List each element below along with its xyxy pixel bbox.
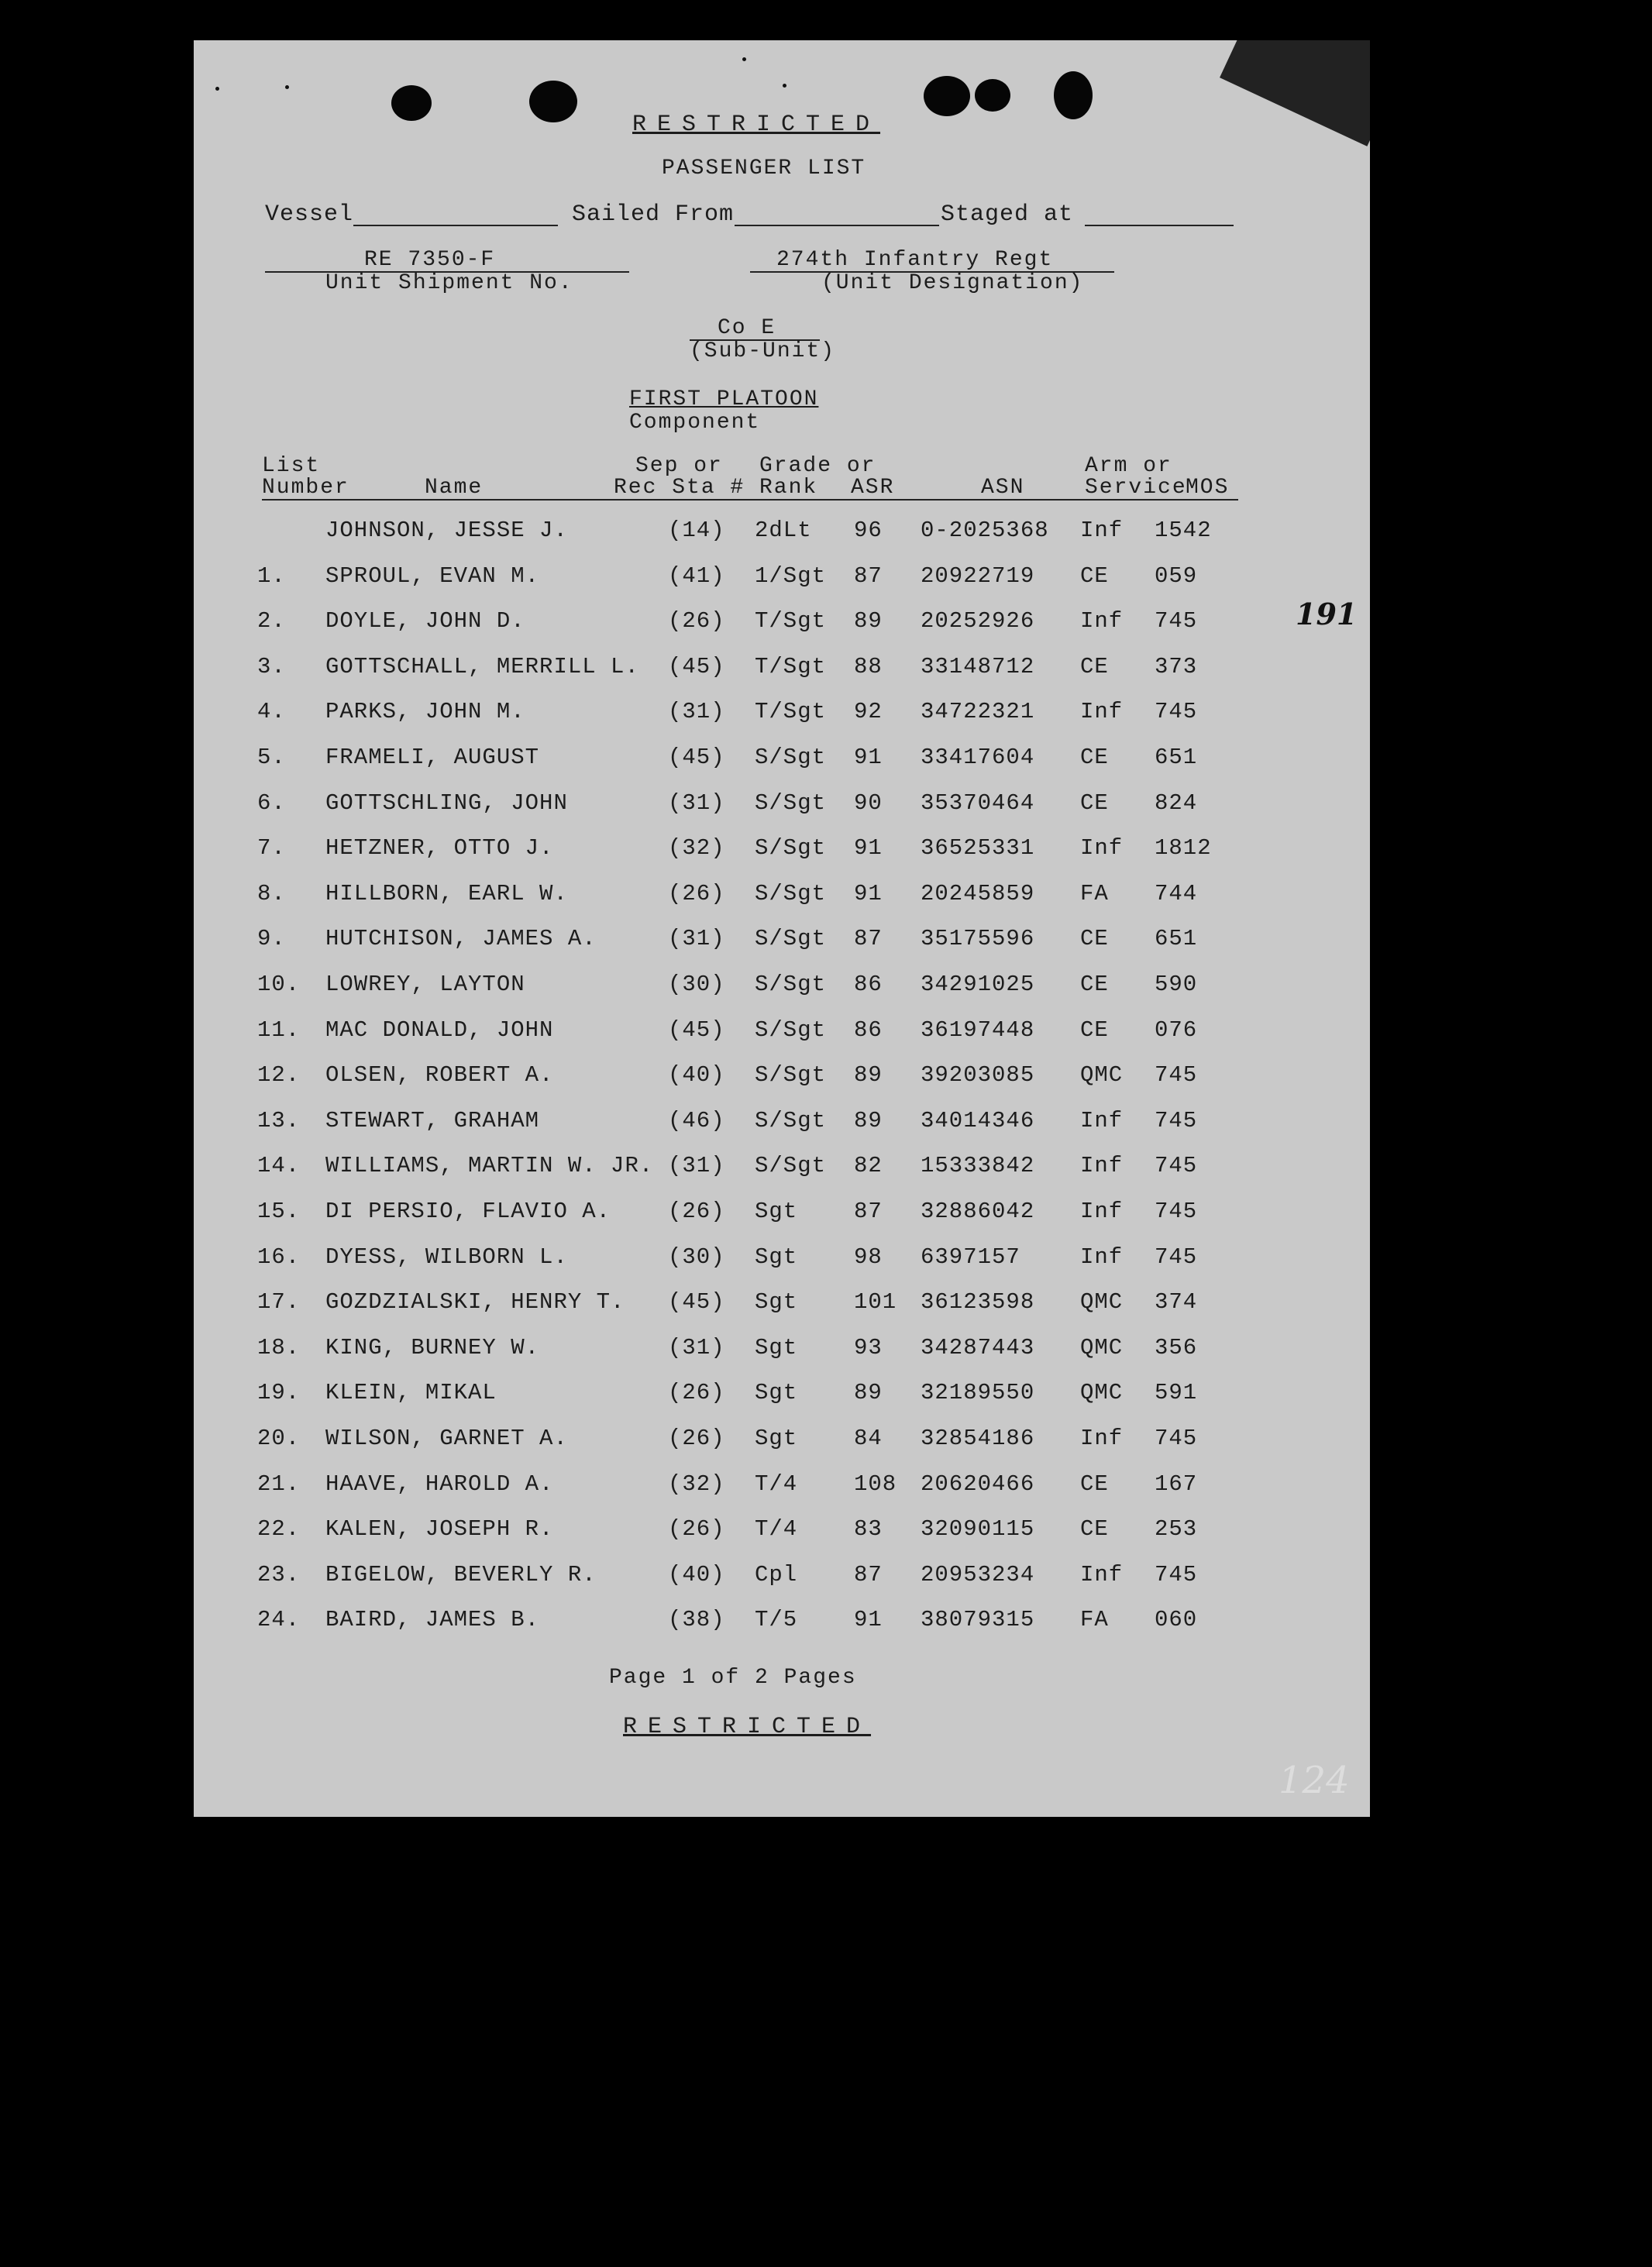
arm-service: Inf bbox=[1080, 1153, 1124, 1179]
table-row bbox=[194, 790, 1370, 821]
torn-corner bbox=[1220, 40, 1370, 146]
table-row bbox=[194, 745, 1370, 776]
grade-rank: S/Sgt bbox=[755, 1107, 827, 1134]
mos-code: 745 bbox=[1155, 608, 1198, 635]
rec-station: (26) bbox=[668, 1199, 725, 1224]
unit-shipment-label: Unit Shipment No. bbox=[325, 271, 573, 295]
punch-hole bbox=[1054, 71, 1093, 119]
row-number: 8. bbox=[257, 880, 286, 906]
table-row bbox=[194, 1244, 1370, 1275]
serial-number: 20252926 bbox=[921, 608, 1035, 635]
asr-score: 91 bbox=[854, 835, 883, 862]
passenger-name: MAC DONALD, JOHN bbox=[325, 1017, 554, 1043]
arm-service: CE bbox=[1080, 926, 1109, 952]
asr-score: 87 bbox=[854, 926, 883, 952]
asr-score: 88 bbox=[854, 653, 883, 679]
table-row bbox=[194, 1289, 1370, 1320]
table-row bbox=[194, 1017, 1370, 1048]
mos-code: 651 bbox=[1155, 745, 1198, 770]
punch-hole bbox=[529, 81, 577, 122]
table-row bbox=[194, 1108, 1370, 1139]
table-row bbox=[194, 1062, 1370, 1093]
grade-rank: S/Sgt bbox=[755, 880, 827, 906]
grade-rank: T/5 bbox=[755, 1607, 798, 1633]
asr-score: 90 bbox=[854, 789, 883, 816]
serial-number: 20245859 bbox=[921, 880, 1035, 906]
passenger-name: PARKS, JOHN M. bbox=[325, 699, 525, 725]
classification-top: RESTRICTED bbox=[632, 112, 881, 138]
serial-number: 33417604 bbox=[921, 745, 1035, 770]
serial-number: 32886042 bbox=[921, 1199, 1035, 1224]
col-header-mos: MOS bbox=[1186, 476, 1230, 500]
row-number: 14. bbox=[257, 1153, 301, 1179]
col-header-name: Name bbox=[425, 476, 484, 500]
passenger-name: OLSEN, ROBERT A. bbox=[325, 1062, 554, 1089]
arm-service: CE bbox=[1080, 745, 1109, 770]
table-row bbox=[194, 1562, 1370, 1593]
row-number: 5. bbox=[257, 745, 286, 770]
asr-score: 101 bbox=[854, 1289, 897, 1316]
mos-code: 824 bbox=[1155, 789, 1198, 816]
passenger-name: KALEN, JOSEPH R. bbox=[325, 1516, 554, 1543]
grade-rank: S/Sgt bbox=[755, 1062, 827, 1089]
punch-hole bbox=[391, 85, 432, 121]
serial-number: 6397157 bbox=[921, 1244, 1020, 1270]
row-number: 6. bbox=[257, 789, 286, 816]
grade-rank: Sgt bbox=[755, 1244, 798, 1270]
asr-score: 89 bbox=[854, 608, 883, 635]
vessel-label: Vessel bbox=[265, 201, 354, 228]
ink-dot bbox=[742, 57, 746, 61]
mos-code: 590 bbox=[1155, 972, 1198, 997]
ink-dot bbox=[285, 85, 289, 89]
grade-rank: T/Sgt bbox=[755, 608, 827, 635]
passenger-name: STEWART, GRAHAM bbox=[325, 1107, 540, 1134]
punch-hole bbox=[924, 76, 970, 116]
row-number: 21. bbox=[257, 1471, 301, 1497]
mos-code: 373 bbox=[1155, 653, 1198, 679]
mos-code: 059 bbox=[1155, 562, 1198, 589]
rec-station: (26) bbox=[668, 880, 725, 906]
row-number: 22. bbox=[257, 1516, 301, 1543]
row-number: 3. bbox=[257, 653, 286, 679]
rec-station: (41) bbox=[668, 562, 725, 589]
margin-stamp-number: 191 bbox=[1296, 597, 1358, 631]
mos-code: 060 bbox=[1155, 1607, 1198, 1633]
asr-score: 108 bbox=[854, 1471, 897, 1497]
arm-service: Inf bbox=[1080, 1107, 1124, 1134]
rec-station: (30) bbox=[668, 972, 725, 997]
col-header-asr: ASR bbox=[851, 476, 895, 500]
serial-number: 35370464 bbox=[921, 789, 1035, 816]
asr-score: 89 bbox=[854, 1062, 883, 1089]
arm-service: Inf bbox=[1080, 1561, 1124, 1588]
grade-rank: S/Sgt bbox=[755, 789, 827, 816]
passenger-name: HUTCHISON, JAMES A. bbox=[325, 926, 597, 952]
serial-number: 39203085 bbox=[921, 1062, 1035, 1089]
asr-score: 82 bbox=[854, 1153, 883, 1179]
passenger-name: KLEIN, MIKAL bbox=[325, 1380, 497, 1406]
arm-service: QMC bbox=[1080, 1334, 1124, 1361]
passenger-name: DYESS, WILBORN L. bbox=[325, 1244, 568, 1270]
table-row bbox=[194, 881, 1370, 912]
passenger-name: GOTTSCHALL, MERRILL L. bbox=[325, 653, 639, 679]
passenger-name: HAAVE, HAROLD A. bbox=[325, 1471, 554, 1497]
serial-number: 36525331 bbox=[921, 835, 1035, 862]
passenger-name: KING, BURNEY W. bbox=[325, 1334, 540, 1361]
rec-station: (26) bbox=[668, 1380, 725, 1406]
mos-code: 745 bbox=[1155, 1244, 1198, 1270]
serial-number: 20922719 bbox=[921, 562, 1035, 589]
table-row bbox=[194, 518, 1370, 549]
ink-dot bbox=[215, 87, 219, 91]
table-row bbox=[194, 1471, 1370, 1502]
rec-station: (31) bbox=[668, 1153, 725, 1179]
mos-code: 745 bbox=[1155, 1153, 1198, 1179]
row-number: 10. bbox=[257, 972, 301, 997]
arm-service: CE bbox=[1080, 1471, 1109, 1497]
serial-number: 35175596 bbox=[921, 926, 1035, 952]
grade-rank: T/4 bbox=[755, 1516, 798, 1543]
serial-number: 20953234 bbox=[921, 1561, 1035, 1588]
rec-station: (26) bbox=[668, 1426, 725, 1451]
passenger-name: HETZNER, OTTO J. bbox=[325, 835, 554, 862]
asr-score: 84 bbox=[854, 1426, 883, 1451]
passenger-name: DOYLE, JOHN D. bbox=[325, 608, 525, 635]
sub-unit: Co E bbox=[718, 316, 776, 340]
serial-number: 34014346 bbox=[921, 1107, 1035, 1134]
rec-station: (26) bbox=[668, 608, 725, 635]
arm-service: Inf bbox=[1080, 608, 1124, 635]
row-number: 17. bbox=[257, 1289, 301, 1316]
serial-number: 34287443 bbox=[921, 1334, 1035, 1361]
grade-rank: S/Sgt bbox=[755, 1017, 827, 1043]
arm-service: Inf bbox=[1080, 835, 1124, 862]
rec-station: (30) bbox=[668, 1244, 725, 1270]
col-header-sep-top: Sep or bbox=[635, 454, 723, 478]
table-row bbox=[194, 1607, 1370, 1638]
passenger-name: WILSON, GARNET A. bbox=[325, 1426, 568, 1451]
rec-station: (14) bbox=[668, 518, 725, 543]
table-row bbox=[194, 1426, 1370, 1457]
table-row bbox=[194, 1380, 1370, 1411]
serial-number: 32189550 bbox=[921, 1380, 1035, 1406]
serial-number: 20620466 bbox=[921, 1471, 1035, 1497]
asr-score: 86 bbox=[854, 1017, 883, 1043]
passenger-name: SPROUL, EVAN M. bbox=[325, 562, 540, 589]
asr-score: 87 bbox=[854, 562, 883, 589]
mos-code: 745 bbox=[1155, 699, 1198, 725]
mos-code: 374 bbox=[1155, 1289, 1198, 1316]
passenger-name: GOZDZIALSKI, HENRY T. bbox=[325, 1289, 625, 1316]
document-page bbox=[194, 40, 1370, 1817]
serial-number: 33148712 bbox=[921, 653, 1035, 679]
mos-code: 745 bbox=[1155, 1062, 1198, 1089]
arm-service: Inf bbox=[1080, 699, 1124, 725]
arm-service: CE bbox=[1080, 972, 1109, 997]
component-name: FIRST PLATOON bbox=[629, 387, 819, 411]
asr-score: 87 bbox=[854, 1561, 883, 1588]
asr-score: 86 bbox=[854, 972, 883, 997]
arm-service: QMC bbox=[1080, 1380, 1124, 1406]
asr-score: 93 bbox=[854, 1334, 883, 1361]
table-row bbox=[194, 654, 1370, 685]
handwritten-page-number: 124 bbox=[1279, 1759, 1350, 1802]
col-header-list-bottom: Number bbox=[262, 476, 349, 500]
arm-service: CE bbox=[1080, 653, 1109, 679]
passenger-name: JOHNSON, JESSE J. bbox=[325, 518, 568, 543]
arm-service: FA bbox=[1080, 1607, 1109, 1633]
asr-score: 92 bbox=[854, 699, 883, 725]
page-footer: Page 1 of 2 Pages bbox=[609, 1666, 857, 1690]
rec-station: (45) bbox=[668, 1289, 725, 1316]
table-row bbox=[194, 699, 1370, 730]
sailed-from-blank bbox=[735, 225, 939, 226]
row-number: 15. bbox=[257, 1199, 301, 1224]
rec-station: (31) bbox=[668, 1334, 725, 1361]
arm-service: QMC bbox=[1080, 1289, 1124, 1316]
arm-service: CE bbox=[1080, 1017, 1109, 1043]
arm-service: CE bbox=[1080, 1516, 1109, 1543]
row-number: 24. bbox=[257, 1607, 301, 1633]
serial-number: 38079315 bbox=[921, 1607, 1035, 1633]
rec-station: (45) bbox=[668, 1017, 725, 1043]
asr-score: 87 bbox=[854, 1199, 883, 1224]
grade-rank: Cpl bbox=[755, 1561, 798, 1588]
table-row bbox=[194, 1516, 1370, 1547]
mos-code: 744 bbox=[1155, 880, 1198, 906]
row-number: 4. bbox=[257, 699, 286, 725]
classification-bottom: RESTRICTED bbox=[623, 1714, 872, 1740]
grade-rank: S/Sgt bbox=[755, 926, 827, 952]
ink-dot bbox=[783, 84, 786, 88]
row-number: 12. bbox=[257, 1062, 301, 1089]
rec-station: (31) bbox=[668, 926, 725, 952]
serial-number: 32854186 bbox=[921, 1426, 1035, 1451]
col-header-grade-top: Grade or bbox=[759, 454, 876, 478]
row-number: 20. bbox=[257, 1426, 301, 1451]
row-number: 18. bbox=[257, 1334, 301, 1361]
serial-number: 34722321 bbox=[921, 699, 1035, 725]
arm-service: CE bbox=[1080, 562, 1109, 589]
rec-station: (31) bbox=[668, 789, 725, 816]
mos-code: 745 bbox=[1155, 1199, 1198, 1224]
grade-rank: Sgt bbox=[755, 1289, 798, 1316]
arm-service: Inf bbox=[1080, 1244, 1124, 1270]
table-row bbox=[194, 1335, 1370, 1366]
header-underline bbox=[262, 499, 1238, 501]
grade-rank: T/4 bbox=[755, 1471, 798, 1497]
rec-station: (26) bbox=[668, 1516, 725, 1543]
serial-number: 0-2025368 bbox=[921, 518, 1049, 543]
rec-station: (32) bbox=[668, 1471, 725, 1497]
asr-score: 89 bbox=[854, 1380, 883, 1406]
unit-designation-label: (Unit Designation) bbox=[821, 271, 1084, 295]
serial-number: 36197448 bbox=[921, 1017, 1035, 1043]
rec-station: (40) bbox=[668, 1062, 725, 1089]
row-number: 11. bbox=[257, 1017, 301, 1043]
asr-score: 91 bbox=[854, 745, 883, 770]
rec-station: (46) bbox=[668, 1107, 725, 1134]
table-row bbox=[194, 835, 1370, 866]
row-number: 9. bbox=[257, 926, 286, 952]
col-header-arm-bottom: Service bbox=[1085, 476, 1187, 500]
sailed-from-label: Sailed From bbox=[572, 201, 735, 228]
grade-rank: Sgt bbox=[755, 1334, 798, 1361]
asr-score: 96 bbox=[854, 518, 883, 543]
mos-code: 253 bbox=[1155, 1516, 1198, 1543]
passenger-name: BAIRD, JAMES B. bbox=[325, 1607, 540, 1633]
mos-code: 651 bbox=[1155, 926, 1198, 952]
arm-service: Inf bbox=[1080, 1426, 1124, 1451]
grade-rank: S/Sgt bbox=[755, 745, 827, 770]
table-row bbox=[194, 972, 1370, 1003]
mos-code: 167 bbox=[1155, 1471, 1198, 1497]
mos-code: 356 bbox=[1155, 1334, 1198, 1361]
rec-station: (32) bbox=[668, 835, 725, 862]
table-row bbox=[194, 563, 1370, 594]
passenger-name: GOTTSCHLING, JOHN bbox=[325, 789, 568, 816]
arm-service: Inf bbox=[1080, 518, 1124, 543]
serial-number: 32090115 bbox=[921, 1516, 1035, 1543]
grade-rank: S/Sgt bbox=[755, 835, 827, 862]
row-number: 13. bbox=[257, 1107, 301, 1134]
sub-unit-label: (Sub-Unit) bbox=[690, 339, 836, 363]
table-row bbox=[194, 1199, 1370, 1230]
rec-station: (40) bbox=[668, 1561, 725, 1588]
grade-rank: 2dLt bbox=[755, 518, 812, 543]
passenger-name: DI PERSIO, FLAVIO A. bbox=[325, 1199, 611, 1224]
row-number: 1. bbox=[257, 562, 286, 589]
serial-number: 36123598 bbox=[921, 1289, 1035, 1316]
passenger-name: FRAMELI, AUGUST bbox=[325, 745, 540, 770]
grade-rank: T/Sgt bbox=[755, 699, 827, 725]
mos-code: 1542 bbox=[1155, 518, 1212, 543]
row-number: 16. bbox=[257, 1244, 301, 1270]
grade-rank: Sgt bbox=[755, 1426, 798, 1451]
row-number: 23. bbox=[257, 1561, 301, 1588]
rec-station: (31) bbox=[668, 699, 725, 725]
grade-rank: S/Sgt bbox=[755, 1153, 827, 1179]
arm-service: FA bbox=[1080, 880, 1109, 906]
mos-code: 1812 bbox=[1155, 835, 1212, 862]
mos-code: 591 bbox=[1155, 1380, 1198, 1406]
col-header-sep-bottom: Rec Sta # bbox=[614, 476, 745, 500]
arm-service: QMC bbox=[1080, 1062, 1124, 1089]
col-header-grade-bottom: Rank bbox=[759, 476, 818, 500]
col-header-arm-top: Arm or bbox=[1085, 454, 1172, 478]
passenger-name: LOWREY, LAYTON bbox=[325, 972, 525, 997]
table-row bbox=[194, 1153, 1370, 1184]
serial-number: 34291025 bbox=[921, 972, 1035, 997]
passenger-name: BIGELOW, BEVERLY R. bbox=[325, 1561, 597, 1588]
asr-score: 83 bbox=[854, 1516, 883, 1543]
rec-station: (45) bbox=[668, 745, 725, 770]
mos-code: 745 bbox=[1155, 1561, 1198, 1588]
passenger-name: HILLBORN, EARL W. bbox=[325, 880, 568, 906]
staged-at-blank bbox=[1085, 225, 1234, 226]
asr-score: 98 bbox=[854, 1244, 883, 1270]
rec-station: (45) bbox=[668, 653, 725, 679]
grade-rank: 1/Sgt bbox=[755, 562, 827, 589]
punch-hole bbox=[975, 79, 1010, 112]
unit-designation: 274th Infantry Regt bbox=[776, 248, 1054, 272]
list-type-title: PASSENGER LIST bbox=[662, 157, 866, 181]
mos-code: 076 bbox=[1155, 1017, 1198, 1043]
col-header-asn: ASN bbox=[981, 476, 1025, 500]
mos-code: 745 bbox=[1155, 1107, 1198, 1134]
grade-rank: Sgt bbox=[755, 1199, 798, 1224]
table-row bbox=[194, 926, 1370, 957]
grade-rank: Sgt bbox=[755, 1380, 798, 1406]
component-label: Component bbox=[629, 411, 761, 435]
row-number: 19. bbox=[257, 1380, 301, 1406]
table-row bbox=[194, 608, 1370, 639]
col-header-list-top: List bbox=[262, 454, 321, 478]
grade-rank: S/Sgt bbox=[755, 972, 827, 997]
asr-score: 91 bbox=[854, 1607, 883, 1633]
serial-number: 15333842 bbox=[921, 1153, 1035, 1179]
asr-score: 89 bbox=[854, 1107, 883, 1134]
arm-service: Inf bbox=[1080, 1199, 1124, 1224]
grade-rank: T/Sgt bbox=[755, 653, 827, 679]
rec-station: (38) bbox=[668, 1607, 725, 1633]
arm-service: CE bbox=[1080, 789, 1109, 816]
passenger-name: WILLIAMS, MARTIN W. JR. bbox=[325, 1153, 654, 1179]
asr-score: 91 bbox=[854, 880, 883, 906]
row-number: 2. bbox=[257, 608, 286, 635]
staged-at-label: Staged at bbox=[941, 201, 1074, 228]
mos-code: 745 bbox=[1155, 1426, 1198, 1451]
vessel-blank bbox=[353, 225, 558, 226]
row-number: 7. bbox=[257, 835, 286, 862]
unit-shipment-number: RE 7350-F bbox=[364, 248, 496, 272]
